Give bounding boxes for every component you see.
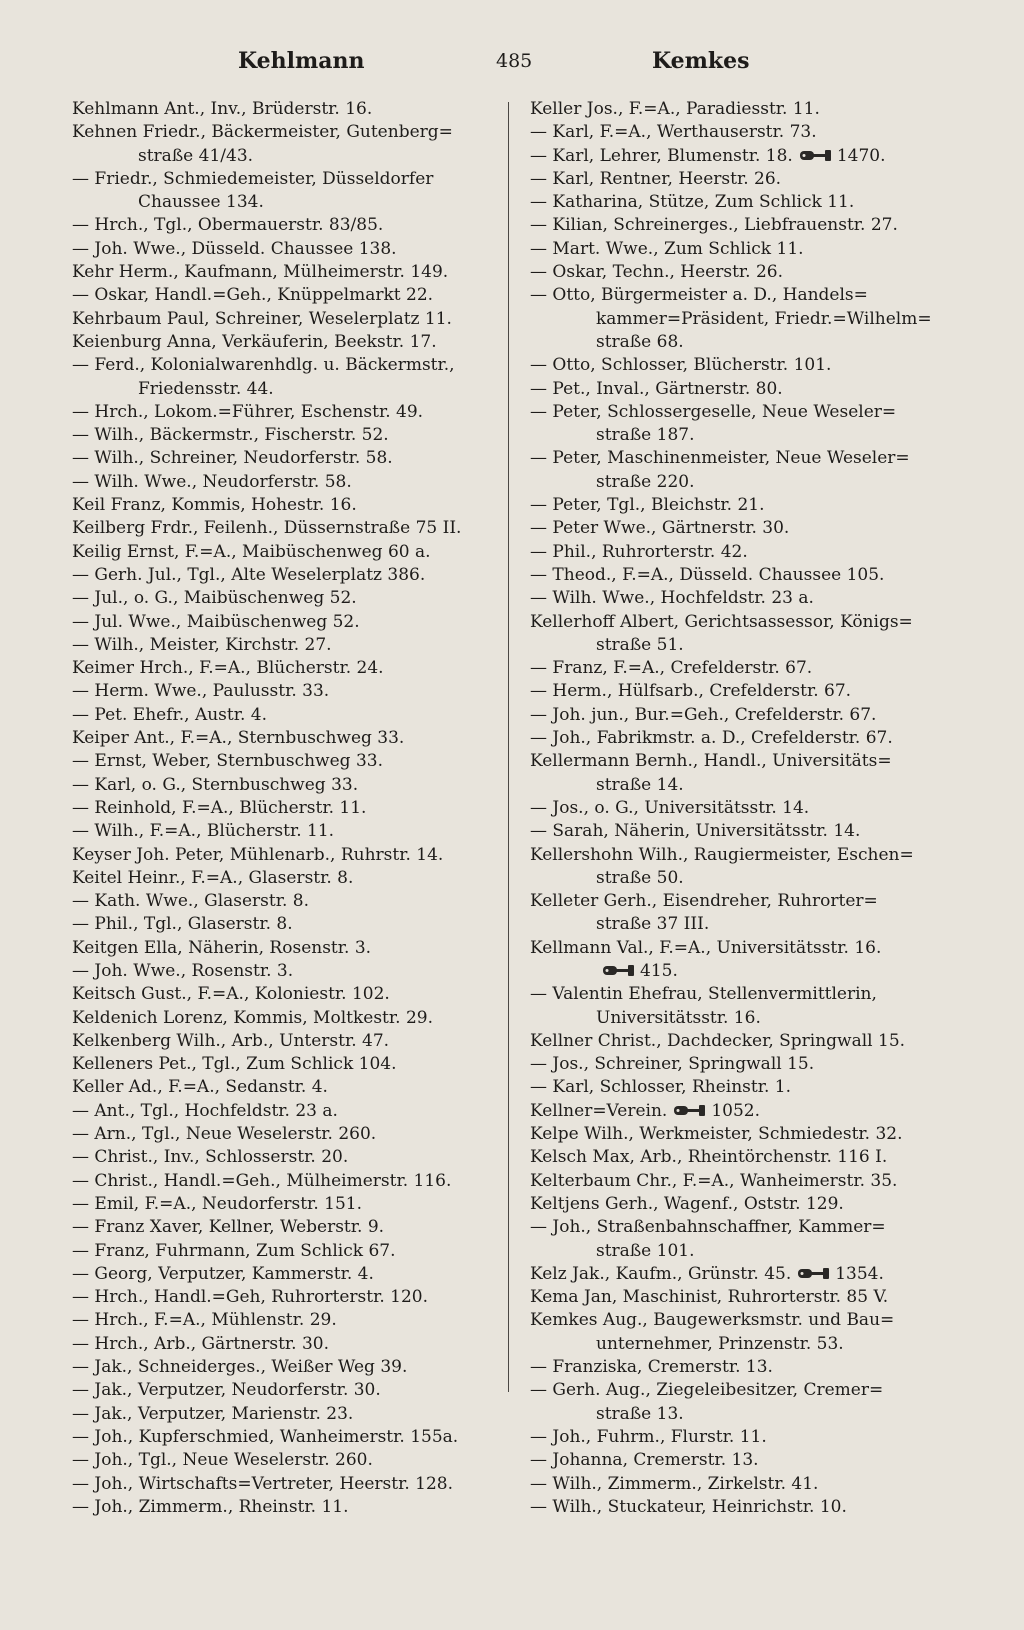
directory-entry-line bbox=[72, 1426, 500, 1449]
directory-entry-line bbox=[530, 401, 992, 424]
directory-entry-line bbox=[72, 308, 500, 331]
directory-entry-line bbox=[72, 1473, 500, 1496]
directory-entry-line bbox=[530, 937, 992, 960]
directory-entry-line bbox=[530, 517, 992, 540]
directory-entry-line bbox=[72, 424, 500, 447]
entry-text: — Wilh. Wwe., Neudorferstr. 58. bbox=[72, 471, 352, 492]
entry-text: straße 37 III. bbox=[596, 914, 710, 935]
entry-text: — Wilh., Zimmerm., Zirkelstr. 41. bbox=[530, 1473, 819, 1494]
directory-entry-line bbox=[530, 1123, 992, 1146]
entry-text: — Joh., Fabrikmstr. a. D., Crefelderstr. 67. bbox=[530, 728, 893, 749]
directory-entry-line bbox=[530, 378, 992, 401]
entry-text: — Wilh., Meister, Kirchstr. 27. bbox=[72, 634, 332, 655]
directory-entry-line bbox=[72, 704, 500, 727]
entry-text: — Joh., Straßenbahnschaffner, Kammer= bbox=[530, 1217, 886, 1238]
entry-text: — Franz, F.=A., Crefelderstr. 67. bbox=[530, 658, 813, 679]
entry-text: — Herm. Wwe., Paulusstr. 33. bbox=[72, 681, 330, 702]
entry-text: — Herm., Hülfsarb., Crefelderstr. 67. bbox=[530, 681, 852, 702]
entry-text: — Kilian, Schreinerges., Liebfrauenstr. 27. bbox=[530, 215, 898, 236]
running-head-right: Kemkes bbox=[652, 48, 750, 74]
directory-entry-line bbox=[72, 1379, 500, 1402]
entry-text: Keilberg Frdr., Feilenh., Düssernstraße 75 II. bbox=[72, 518, 462, 539]
directory-entry-line bbox=[72, 727, 500, 750]
directory-entry-line bbox=[72, 1286, 500, 1309]
directory-entry-line bbox=[72, 1170, 500, 1193]
phone-number: 1470. bbox=[836, 145, 886, 166]
entry-text: Kelpe Wilh., Werkmeister, Schmiedestr. 32. bbox=[530, 1124, 903, 1145]
directory-entry-line bbox=[530, 1216, 992, 1239]
directory-entry-line bbox=[530, 98, 992, 121]
entry-text: Kellermann Bernh., Handl., Universitäts= bbox=[530, 751, 892, 772]
entry-text: — Jos., Schreiner, Springwall 15. bbox=[530, 1054, 815, 1075]
directory-entry-line bbox=[530, 1076, 992, 1099]
directory-entry-line bbox=[72, 1403, 500, 1426]
directory-entry-line bbox=[530, 331, 992, 354]
entry-text: Kehr Herm., Kaufmann, Mülheimerstr. 149. bbox=[72, 262, 449, 283]
entry-text: straße 13. bbox=[596, 1403, 684, 1424]
directory-entry-line bbox=[530, 1356, 992, 1379]
entry-text: Kellner=Verein. bbox=[530, 1100, 668, 1121]
entry-text: Keyser Joh. Peter, Mühlenarb., Ruhrstr. 14. bbox=[72, 844, 444, 865]
entry-text: Kelsch Max, Arb., Rheintörchenstr. 116 I. bbox=[530, 1147, 888, 1168]
directory-entry-line bbox=[72, 471, 500, 494]
directory-entry-line bbox=[530, 750, 992, 773]
entry-text: Keltjens Gerh., Wagenf., Oststr. 129. bbox=[530, 1193, 844, 1214]
directory-entry-line bbox=[530, 238, 992, 261]
entry-text: — Reinhold, F.=A., Blücherstr. 11. bbox=[72, 797, 367, 818]
entry-text: — Wilh., Bäckermstr., Fischerstr. 52. bbox=[72, 425, 389, 446]
directory-entry-line bbox=[72, 517, 500, 540]
entry-text: — Jak., Schneiderges., Weißer Weg 39. bbox=[72, 1357, 408, 1378]
directory-entry-line bbox=[530, 634, 992, 657]
directory-entry-line bbox=[72, 98, 500, 121]
entry-text: — Oskar, Handl.=Geh., Knüppelmarkt 22. bbox=[72, 285, 434, 306]
entry-text: — Katharina, Stütze, Zum Schlick 11. bbox=[530, 192, 855, 213]
page-number: 485 bbox=[496, 50, 533, 72]
directory-entry-line bbox=[72, 191, 500, 214]
directory-entry-line bbox=[72, 820, 500, 843]
entry-text: Keitsch Gust., F.=A., Koloniestr. 102. bbox=[72, 984, 390, 1005]
entry-text: Kehnen Friedr., Bäckermeister, Gutenberg= bbox=[72, 122, 453, 143]
directory-entry-line bbox=[530, 611, 992, 634]
directory-entry-line bbox=[72, 168, 500, 191]
directory-entry-line bbox=[530, 541, 992, 564]
entry-text: — Gerh. Jul., Tgl., Alte Weselerplatz 386. bbox=[72, 564, 426, 585]
entry-text: — Joh. Wwe., Rosenstr. 3. bbox=[72, 960, 294, 981]
entry-text: Keil Franz, Kommis, Hohestr. 16. bbox=[72, 495, 357, 516]
directory-entry-line bbox=[72, 1193, 500, 1216]
entry-text: — Peter Wwe., Gärtnerstr. 30. bbox=[530, 518, 790, 539]
entry-text: — Franz, Fuhrmann, Zum Schlick 67. bbox=[72, 1240, 396, 1261]
directory-entry-line bbox=[72, 447, 500, 470]
entry-text: Chaussee 134. bbox=[138, 192, 264, 213]
entry-text: — Wilh., F.=A., Blücherstr. 11. bbox=[72, 821, 335, 842]
entry-text: Keienburg Anna, Verkäuferin, Beekstr. 17. bbox=[72, 331, 437, 352]
directory-entry-line bbox=[72, 587, 500, 610]
entry-text: straße 187. bbox=[596, 425, 695, 446]
directory-entry-line bbox=[530, 960, 992, 983]
entry-text: — Otto, Bürgermeister a. D., Handels= bbox=[530, 285, 868, 306]
directory-entry-line bbox=[530, 1007, 992, 1030]
entry-text: — Franziska, Cremerstr. 13. bbox=[530, 1357, 773, 1378]
entry-text: Kellner Christ., Dachdecker, Springwall 15. bbox=[530, 1030, 906, 1051]
directory-entry-line bbox=[72, 1030, 500, 1053]
directory-entry-line bbox=[72, 284, 500, 307]
entry-text: straße 50. bbox=[596, 867, 684, 888]
directory-entry-line bbox=[72, 1216, 500, 1239]
directory-entry-line bbox=[72, 261, 500, 284]
right-column bbox=[530, 98, 992, 1519]
directory-entry-line bbox=[530, 1170, 992, 1193]
directory-entry-line bbox=[530, 308, 992, 331]
directory-entry-line bbox=[530, 1473, 992, 1496]
directory-entry-line bbox=[72, 331, 500, 354]
directory-entry-line bbox=[530, 121, 992, 144]
directory-entry-line bbox=[72, 1146, 500, 1169]
directory-entry-line bbox=[530, 1403, 992, 1426]
entry-text: — Karl, F.=A., Werthauserstr. 73. bbox=[530, 122, 817, 143]
directory-entry-line bbox=[72, 401, 500, 424]
directory-entry-line bbox=[530, 890, 992, 913]
left-column bbox=[72, 98, 500, 1519]
directory-entry-line bbox=[530, 657, 992, 680]
entry-text: — Franz Xaver, Kellner, Weberstr. 9. bbox=[72, 1217, 385, 1238]
entry-text: — Theod., F.=A., Düsseld. Chaussee 105. bbox=[530, 564, 885, 585]
directory-entry-line bbox=[530, 1286, 992, 1309]
entry-text: — Hrch., Arb., Gärtnerstr. 30. bbox=[72, 1333, 330, 1354]
entry-text: — Karl, o. G., Sternbuschweg 33. bbox=[72, 774, 359, 795]
entry-text: — Peter, Tgl., Bleichstr. 21. bbox=[530, 495, 765, 516]
entry-text: — Wilh. Wwe., Hochfeldstr. 23 a. bbox=[530, 588, 814, 609]
directory-entry-line bbox=[530, 1449, 992, 1472]
entry-text: straße 51. bbox=[596, 634, 684, 655]
directory-entry-line bbox=[530, 704, 992, 727]
column-divider bbox=[508, 102, 509, 1392]
directory-entry-line bbox=[530, 261, 992, 284]
entry-text: Keimer Hrch., F.=A., Blücherstr. 24. bbox=[72, 658, 384, 679]
entry-text: — Peter, Maschinenmeister, Neue Weseler= bbox=[530, 448, 910, 469]
entry-text: — Wilh., Schreiner, Neudorferstr. 58. bbox=[72, 448, 393, 469]
entry-text: Kelterbaum Chr., F.=A., Wanheimerstr. 35. bbox=[530, 1170, 898, 1191]
entry-text: — Joh., Zimmerm., Rheinstr. 11. bbox=[72, 1496, 349, 1517]
entry-text: Keilig Ernst, F.=A., Maibüschenweg 60 a. bbox=[72, 541, 431, 562]
directory-entry-line bbox=[72, 1449, 500, 1472]
directory-entry-line bbox=[530, 564, 992, 587]
directory-entry-line bbox=[530, 1030, 992, 1053]
entry-text: — Arn., Tgl., Neue Weselerstr. 260. bbox=[72, 1124, 377, 1145]
entry-text: — Phil., Ruhrorterstr. 42. bbox=[530, 541, 748, 562]
directory-entry-line bbox=[530, 1379, 992, 1402]
directory-entry-line bbox=[72, 354, 500, 377]
directory-entry-line bbox=[530, 983, 992, 1006]
directory-entry-line bbox=[72, 844, 500, 867]
directory-entry-line bbox=[72, 1240, 500, 1263]
entry-text: — Otto, Schlosser, Blücherstr. 101. bbox=[530, 355, 832, 376]
directory-entry-line bbox=[530, 1496, 992, 1519]
directory-entry-line bbox=[72, 238, 500, 261]
entry-text: — Pet. Ehefr., Austr. 4. bbox=[72, 704, 268, 725]
directory-entry-line bbox=[72, 214, 500, 237]
entry-text: Keller Ad., F.=A., Sedanstr. 4. bbox=[72, 1077, 328, 1098]
directory-entry-line bbox=[72, 960, 500, 983]
entry-text: — Sarah, Näherin, Universitätsstr. 14. bbox=[530, 821, 861, 842]
directory-entry-line bbox=[530, 680, 992, 703]
directory-entry-line bbox=[72, 774, 500, 797]
phone-number: 1354. bbox=[835, 1263, 884, 1284]
directory-entry-line bbox=[72, 1496, 500, 1519]
directory-entry-line bbox=[530, 168, 992, 191]
entry-text: Kehrbaum Paul, Schreiner, Weselerplatz 11. bbox=[72, 308, 452, 329]
directory-entry-line bbox=[72, 867, 500, 890]
directory-entry-line bbox=[530, 774, 992, 797]
entry-text: — Peter, Schlossergeselle, Neue Weseler= bbox=[530, 401, 897, 422]
entry-text: — Joh., Tgl., Neue Weselerstr. 260. bbox=[72, 1450, 373, 1471]
directory-entry-line bbox=[72, 983, 500, 1006]
entry-text: straße 220. bbox=[596, 471, 695, 492]
entry-text: Keitel Heinr., F.=A., Glaserstr. 8. bbox=[72, 867, 354, 888]
entry-text: — Hrch., Handl.=Geh, Ruhrorterstr. 120. bbox=[72, 1287, 428, 1308]
entry-text: 415. bbox=[640, 960, 678, 981]
entry-text: Kema Jan, Maschinist, Ruhrorterstr. 85 V. bbox=[530, 1287, 889, 1308]
directory-entry-line bbox=[530, 587, 992, 610]
entry-text: — Joh., Kupferschmied, Wanheimerstr. 155a. bbox=[72, 1426, 459, 1447]
entry-text: — Joh. jun., Bur.=Geh., Crefelderstr. 67. bbox=[530, 704, 877, 725]
entry-text: unternehmer, Prinzenstr. 53. bbox=[596, 1333, 844, 1354]
directory-entry-line bbox=[530, 1333, 992, 1356]
directory-entry-line bbox=[72, 913, 500, 936]
directory-entry-line bbox=[72, 797, 500, 820]
directory-entry-line bbox=[530, 797, 992, 820]
directory-entry-line bbox=[530, 494, 992, 517]
directory-entry-line bbox=[72, 1356, 500, 1379]
entry-text: Kellershohn Wilh., Raugiermeister, Eschen= bbox=[530, 844, 914, 865]
directory-entry-line bbox=[72, 121, 500, 144]
entry-text: — Valentin Ehefrau, Stellenvermittlerin, bbox=[530, 984, 877, 1005]
directory-entry-line bbox=[530, 145, 992, 168]
entry-text: — Emil, F.=A., Neudorferstr. 151. bbox=[72, 1193, 362, 1214]
entry-text: — Hrch., Tgl., Obermauerstr. 83/85. bbox=[72, 215, 384, 236]
entry-text: — Georg, Verputzer, Kammerstr. 4. bbox=[72, 1263, 374, 1284]
directory-entry-line bbox=[72, 378, 500, 401]
entry-text: Kelz Jak., Kaufm., Grünstr. 45. bbox=[530, 1263, 792, 1284]
directory-entry-line bbox=[530, 844, 992, 867]
directory-entry-line bbox=[530, 471, 992, 494]
directory-entry-line bbox=[72, 937, 500, 960]
entry-text: — Ernst, Weber, Sternbuschweg 33. bbox=[72, 751, 383, 772]
entry-text: — Joh. Wwe., Düsseld. Chaussee 138. bbox=[72, 238, 397, 259]
entry-text: Kehlmann Ant., Inv., Brüderstr. 16. bbox=[72, 99, 373, 119]
entry-text: — Jul., o. G., Maibüschenweg 52. bbox=[72, 588, 357, 609]
entry-text: — Christ., Handl.=Geh., Mülheimerstr. 116. bbox=[72, 1170, 452, 1191]
directory-entry-line bbox=[72, 145, 500, 168]
directory-entry-line bbox=[72, 611, 500, 634]
entry-text: — Kath. Wwe., Glaserstr. 8. bbox=[72, 891, 310, 912]
directory-entry-line bbox=[530, 1240, 992, 1263]
directory-entry-line bbox=[530, 1193, 992, 1216]
entry-text: — Ferd., Kolonialwarenhdlg. u. Bäckermstr., bbox=[72, 355, 455, 376]
directory-entry-line bbox=[530, 1146, 992, 1169]
telephone-icon bbox=[602, 961, 636, 974]
directory-entry-line bbox=[72, 494, 500, 517]
directory-entry-line bbox=[530, 1053, 992, 1076]
entry-text: straße 14. bbox=[596, 774, 684, 795]
entry-text: — Joh., Wirtschafts=Vertreter, Heerstr. 128. bbox=[72, 1473, 454, 1494]
entry-text: — Johanna, Cremerstr. 13. bbox=[530, 1450, 759, 1471]
directory-entry-line bbox=[530, 1100, 992, 1123]
entry-text: — Karl, Schlosser, Rheinstr. 1. bbox=[530, 1077, 792, 1098]
entry-text: Keiper Ant., F.=A., Sternbuschweg 33. bbox=[72, 728, 405, 749]
directory-entry-line bbox=[530, 214, 992, 237]
entry-text: Kelleners Pet., Tgl., Zum Schlick 104. bbox=[72, 1054, 397, 1075]
directory-entry-line bbox=[530, 820, 992, 843]
entry-text: — Karl, Rentner, Heerstr. 26. bbox=[530, 168, 782, 189]
entry-text: — Oskar, Techn., Heerstr. 26. bbox=[530, 262, 784, 283]
entry-text: — Pet., Inval., Gärtnerstr. 80. bbox=[530, 378, 783, 399]
entry-text: Kelkenberg Wilh., Arb., Unterstr. 47. bbox=[72, 1030, 390, 1051]
directory-entry-line bbox=[72, 890, 500, 913]
telephone-icon bbox=[799, 146, 833, 159]
directory-entry-line bbox=[530, 1263, 992, 1286]
entry-text: Friedensstr. 44. bbox=[138, 378, 274, 399]
directory-entry-line bbox=[72, 1100, 500, 1123]
entry-text: Keller Jos., F.=A., Paradiesstr. 11. bbox=[530, 99, 820, 119]
directory-entry-line bbox=[72, 1333, 500, 1356]
entry-text: — Wilh., Stuckateur, Heinrichstr. 10. bbox=[530, 1496, 847, 1517]
directory-entry-line bbox=[530, 867, 992, 890]
entry-text: straße 101. bbox=[596, 1240, 695, 1261]
directory-entry-line bbox=[72, 1007, 500, 1030]
entry-text: — Gerh. Aug., Ziegeleibesitzer, Cremer= bbox=[530, 1380, 884, 1401]
entry-text: Keitgen Ella, Näherin, Rosenstr. 3. bbox=[72, 937, 372, 958]
entry-text: Kemkes Aug., Baugewerksmstr. und Bau= bbox=[530, 1310, 895, 1331]
entry-text: — Ant., Tgl., Hochfeldstr. 23 a. bbox=[72, 1100, 338, 1121]
directory-entry-line bbox=[72, 1263, 500, 1286]
entry-text: — Jos., o. G., Universitätsstr. 14. bbox=[530, 797, 810, 818]
directory-entry-line bbox=[72, 634, 500, 657]
entry-text: straße 41/43. bbox=[138, 145, 254, 166]
directory-entry-line bbox=[530, 447, 992, 470]
directory-entry-line bbox=[72, 750, 500, 773]
directory-entry-line bbox=[530, 284, 992, 307]
directory-entry-line bbox=[72, 680, 500, 703]
entry-text: — Jul. Wwe., Maibüschenweg 52. bbox=[72, 611, 360, 632]
phone-number: 1052. bbox=[711, 1100, 760, 1121]
directory-entry-line bbox=[72, 1309, 500, 1332]
directory-entry-line bbox=[72, 564, 500, 587]
entry-text: Kellerhoff Albert, Gerichtsassessor, Königs= bbox=[530, 611, 913, 632]
entry-text: — Jak., Verputzer, Marienstr. 23. bbox=[72, 1403, 354, 1424]
entry-text: Kellmann Val., F.=A., Universitätsstr. 16. bbox=[530, 937, 882, 958]
telephone-icon bbox=[797, 1264, 831, 1277]
directory-entry-line bbox=[530, 191, 992, 214]
entry-text: straße 68. bbox=[596, 331, 684, 352]
entry-text: — Mart. Wwe., Zum Schlick 11. bbox=[530, 238, 804, 259]
directory-entry-line bbox=[72, 1053, 500, 1076]
directory-entry-line bbox=[72, 1076, 500, 1099]
directory-entry-line bbox=[530, 913, 992, 936]
entry-text: — Friedr., Schmiedemeister, Düsseldorfer bbox=[72, 168, 434, 189]
entry-text: — Hrch., F.=A., Mühlenstr. 29. bbox=[72, 1310, 337, 1331]
directory-entry-line bbox=[72, 657, 500, 680]
directory-entry-line bbox=[530, 727, 992, 750]
directory-entry-line bbox=[530, 1309, 992, 1332]
directory-entry-line bbox=[72, 541, 500, 564]
entry-text: kammer=Präsident, Friedr.=Wilhelm= bbox=[596, 308, 932, 329]
directory-entry-line bbox=[530, 1426, 992, 1449]
entry-text: — Christ., Inv., Schlosserstr. 20. bbox=[72, 1147, 349, 1168]
entry-text: — Hrch., Lokom.=Führer, Eschenstr. 49. bbox=[72, 401, 424, 422]
entry-text: — Karl, Lehrer, Blumenstr. 18. bbox=[530, 145, 793, 166]
entry-text: — Jak., Verputzer, Neudorferstr. 30. bbox=[72, 1380, 381, 1401]
directory-entry-line bbox=[530, 424, 992, 447]
telephone-icon bbox=[673, 1101, 707, 1114]
running-head-left: Kehlmann bbox=[238, 48, 365, 74]
directory-entry-line bbox=[72, 1123, 500, 1146]
directory-entry-line bbox=[530, 354, 992, 377]
entry-text: Kelleter Gerh., Eisendreher, Ruhrorter= bbox=[530, 891, 878, 912]
entry-text: — Joh., Fuhrm., Flurstr. 11. bbox=[530, 1426, 767, 1447]
entry-text: Universitätsstr. 16. bbox=[596, 1007, 761, 1028]
entry-text: — Phil., Tgl., Glaserstr. 8. bbox=[72, 914, 293, 935]
entry-text: Keldenich Lorenz, Kommis, Moltkestr. 29. bbox=[72, 1007, 433, 1028]
